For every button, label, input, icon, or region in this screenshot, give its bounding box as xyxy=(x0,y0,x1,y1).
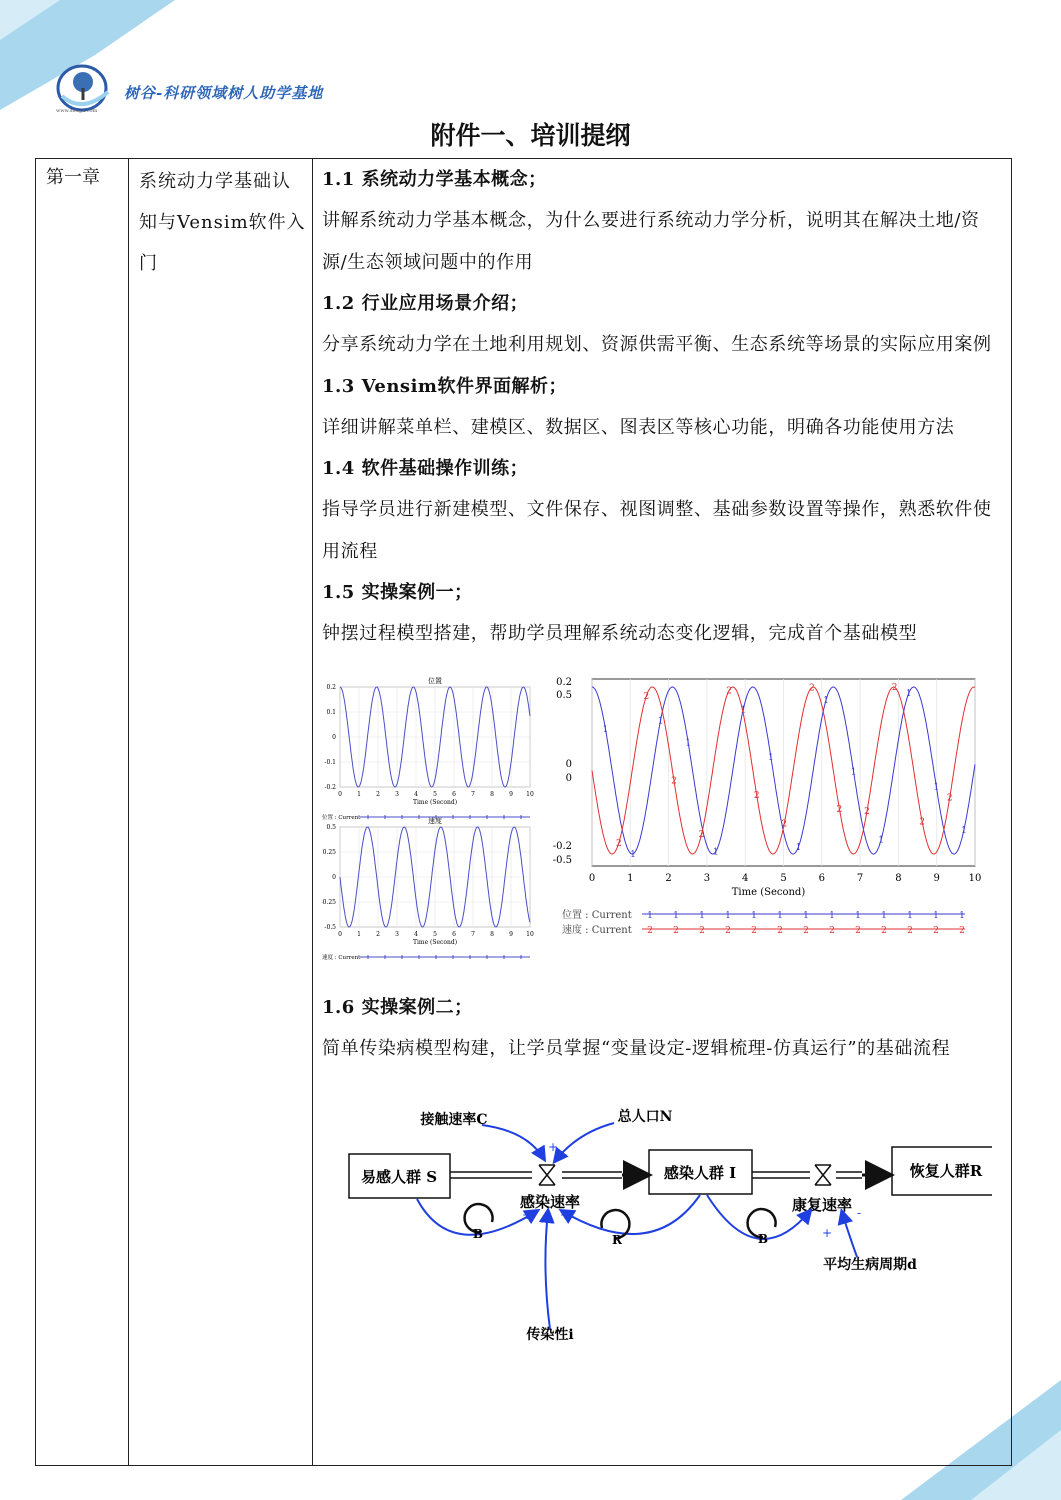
x-tick-label: 6 xyxy=(818,872,825,884)
pendulum-charts xyxy=(322,667,992,987)
legend-marker: 1 xyxy=(751,910,757,921)
legend-marker: 2 xyxy=(699,925,705,936)
legend-marker: 1 xyxy=(959,910,965,921)
x-tick-label: 5 xyxy=(433,930,437,938)
y-tick-label: -0.2 xyxy=(324,783,336,791)
section-description: 指导学员进行新建模型、文件保存、视图调整、基础参数设置等操作，熟悉软件使用流程 xyxy=(322,499,992,562)
y-tick-label: 0 xyxy=(565,758,572,770)
section-title: 1.4 软件基础操作训练； xyxy=(322,458,529,479)
x-tick-label: 5 xyxy=(433,790,437,798)
series-marker: 1 xyxy=(961,825,967,836)
variable-label: 总人口N xyxy=(617,1109,673,1125)
series-marker: 2 xyxy=(781,819,788,830)
y-tick-label: 0 xyxy=(332,733,336,741)
chart-title: 位置 xyxy=(428,676,442,685)
svg-text:-: - xyxy=(857,1206,862,1220)
stock-label: 恢复人群R xyxy=(909,1162,983,1180)
valve-icon xyxy=(539,1165,555,1185)
chapter-name: 系统动力学基础认知与Vensim软件入门 xyxy=(139,171,306,274)
document-title: 附件一、培训提纲 xyxy=(430,121,631,150)
x-tick-label: 7 xyxy=(471,790,475,798)
y-tick-label: 0.5 xyxy=(556,689,572,701)
svg-text:+: + xyxy=(558,1148,569,1162)
series-marker: 2 xyxy=(726,685,732,696)
svg-text:+: + xyxy=(544,1212,555,1226)
legend-marker: 1 xyxy=(647,910,653,921)
legend-marker: 2 xyxy=(855,925,861,936)
svg-text:+: + xyxy=(548,1140,559,1154)
section-title: 1.5 实操案例一； xyxy=(322,582,473,603)
legend-marker: 1 xyxy=(699,910,705,921)
series-marker: 2 xyxy=(836,804,843,815)
legend-marker: 2 xyxy=(777,925,783,936)
series-marker: 2 xyxy=(753,790,760,801)
series-marker: 1 xyxy=(933,782,940,793)
x-tick-label: 9 xyxy=(509,930,513,938)
x-axis-label: Time (Second) xyxy=(731,886,806,898)
series-marker: 1 xyxy=(850,767,857,778)
y-tick-label: 0.2 xyxy=(326,683,336,691)
x-tick-label: 0 xyxy=(588,872,596,884)
section-description: 分享系统动力学在土地利用规划、资源供需平衡、生态系统等场景的实际应用案例 xyxy=(322,334,992,355)
legend-marker: 1 xyxy=(829,910,835,921)
stock-label: 感染人群 I xyxy=(663,1164,737,1182)
series-marker: 2 xyxy=(891,682,898,693)
variable-label: 平均生病周期d xyxy=(823,1257,917,1273)
chart-title: 速度 xyxy=(428,816,442,825)
variable-label: 传染性i xyxy=(526,1327,574,1341)
svg-text:+: + xyxy=(560,1208,571,1222)
x-tick-label: 8 xyxy=(490,930,494,938)
legend-marker: 2 xyxy=(673,925,679,936)
legend-marker: 1 xyxy=(907,910,913,921)
epidemic-diagram xyxy=(322,1099,1003,1341)
x-tick-label: 8 xyxy=(895,872,902,884)
legend-marker: 2 xyxy=(907,925,913,936)
x-tick-label: 7 xyxy=(471,930,475,938)
x-tick-label: 4 xyxy=(414,790,418,798)
series-marker: 2 xyxy=(946,792,953,803)
section-title: 1.6 实操案例二； xyxy=(322,996,473,1018)
loop-balancing-icon xyxy=(748,1209,776,1246)
x-tick-label: 0 xyxy=(338,930,342,938)
stock-label: 易感人群 S xyxy=(360,1168,438,1186)
logo-icon xyxy=(52,62,116,114)
series-marker: 1 xyxy=(823,695,829,706)
legend-marker: 2 xyxy=(829,925,835,936)
legend-marker: 2 xyxy=(725,925,731,936)
stock-flow-diagram xyxy=(322,1099,992,1341)
x-axis-label: Time (Second) xyxy=(412,798,458,806)
y-tick-label: 0.25 xyxy=(322,848,336,856)
section-title: 1.3 Vensim软件界面解析； xyxy=(322,375,567,397)
section-description: 详细讲解菜单栏、建模区、数据区、图表区等核心功能，明确各功能使用方法 xyxy=(322,416,955,438)
svg-text:+: + xyxy=(522,1208,533,1222)
legend-marker: 2 xyxy=(803,925,809,936)
x-tick-label: 10 xyxy=(526,930,534,938)
section-title: 1.2 行业应用场景介绍； xyxy=(322,293,529,314)
logo-caption: www.shugu.com xyxy=(56,108,98,114)
y-tick-label: 0.1 xyxy=(326,708,336,716)
y-tick-label: 0 xyxy=(332,873,336,881)
x-tick-label: 4 xyxy=(414,930,418,938)
series-marker: 2 xyxy=(919,817,926,828)
legend-marker: 1 xyxy=(803,910,809,921)
section-description: 讲解系统动力学基本概念，为什么要进行系统动力学分析，说明其在解决土地/资源/生态领域问题中的作用 xyxy=(322,210,980,273)
legend-marker: 2 xyxy=(751,925,757,936)
series-marker: 1 xyxy=(878,834,885,845)
svg-text:R: R xyxy=(612,1233,622,1247)
series-marker: 1 xyxy=(685,737,692,748)
series-marker: 1 xyxy=(905,688,912,699)
flow-label: 感染速率 xyxy=(519,1193,581,1211)
flow-label: 康复速率 xyxy=(791,1196,853,1214)
section-title: 1.1 系统动力学基本概念； xyxy=(322,169,547,190)
x-tick-label: 8 xyxy=(490,790,494,798)
y-tick-label: 0.2 xyxy=(556,676,572,688)
series-marker: 1 xyxy=(712,847,719,858)
x-tick-label: 7 xyxy=(856,872,864,884)
legend-label: 速度 : Current xyxy=(322,954,361,961)
chapter-content xyxy=(313,159,1011,1341)
section-description: 简单传染病模型构建，让学员掌握“变量设定-逻辑梳理-仿真运行”的基础流程 xyxy=(322,1037,951,1059)
x-tick-label: 0 xyxy=(338,790,342,798)
svg-text:B: B xyxy=(472,1227,484,1241)
x-tick-label: 10 xyxy=(968,872,982,884)
svg-text:+: + xyxy=(822,1226,833,1240)
y-tick-label: -0.5 xyxy=(552,854,572,866)
series-marker: 1 xyxy=(795,842,802,853)
legend-marker: 1 xyxy=(725,910,731,921)
valve-icon xyxy=(815,1165,831,1185)
series-marker: 1 xyxy=(767,752,774,763)
x-tick-label: 1 xyxy=(357,930,361,938)
chapter-label: 第一章 xyxy=(46,167,100,188)
legend-marker: 1 xyxy=(673,910,679,921)
series-marker: 2 xyxy=(698,829,705,840)
series-marker: 2 xyxy=(808,682,815,693)
y-tick-label: -0.25 xyxy=(322,898,336,906)
x-tick-label: 2 xyxy=(376,930,380,938)
x-axis-label: Time (Second) xyxy=(412,938,458,946)
legend-label: 位置 : Current xyxy=(322,814,361,821)
header-slogan: 树谷-科研领域树人助学基地 xyxy=(124,84,324,102)
variable-label: 接触速率C xyxy=(420,1112,488,1128)
x-tick-label: 2 xyxy=(665,872,672,884)
x-tick-label: 9 xyxy=(933,872,940,884)
x-tick-label: 3 xyxy=(395,930,399,938)
x-tick-label: 6 xyxy=(452,790,456,798)
legend-marker: 2 xyxy=(959,925,965,936)
legend-label: 位置 : Current xyxy=(562,909,632,921)
x-tick-label: 1 xyxy=(627,872,634,884)
x-tick-label: 9 xyxy=(509,790,513,798)
y-tick-label: -0.5 xyxy=(324,923,336,931)
x-tick-label: 4 xyxy=(742,872,749,884)
series-marker: 2 xyxy=(615,838,622,849)
pendulum-figure xyxy=(322,667,1003,987)
legend-marker: 1 xyxy=(777,910,783,921)
x-tick-label: 2 xyxy=(376,790,380,798)
legend-marker: 2 xyxy=(647,925,653,936)
outline-table xyxy=(35,158,1012,1466)
y-tick-label: -0.1 xyxy=(324,758,336,766)
x-tick-label: 6 xyxy=(452,930,456,938)
y-tick-label: 0 xyxy=(565,772,572,784)
legend-marker: 1 xyxy=(933,910,939,921)
section-description: 钟摆过程模型搭建，帮助学员理解系统动态变化逻辑，完成首个基础模型 xyxy=(322,623,918,644)
series-marker: 1 xyxy=(630,849,636,860)
x-tick-label: 10 xyxy=(526,790,534,798)
svg-text:B: B xyxy=(757,1232,769,1246)
series-marker: 1 xyxy=(602,724,609,735)
x-tick-label: 1 xyxy=(357,790,361,798)
y-tick-label: 0.5 xyxy=(326,823,336,831)
y-tick-label: -0.2 xyxy=(552,840,572,852)
series-marker: 2 xyxy=(671,775,677,786)
series-marker: 1 xyxy=(657,715,664,726)
x-tick-label: 5 xyxy=(780,872,787,884)
legend-marker: 2 xyxy=(933,925,939,936)
loop-reinforcing-icon xyxy=(601,1210,629,1247)
legend-marker: 1 xyxy=(881,910,887,921)
x-tick-label: 3 xyxy=(703,872,711,884)
legend-label: 速度 : Current xyxy=(562,924,632,936)
legend-marker: 2 xyxy=(881,925,887,936)
x-tick-label: 3 xyxy=(395,790,399,798)
series-marker: 1 xyxy=(740,704,747,715)
legend-marker: 1 xyxy=(855,910,861,921)
series-marker: 2 xyxy=(864,806,870,817)
series-marker: 2 xyxy=(643,691,650,702)
